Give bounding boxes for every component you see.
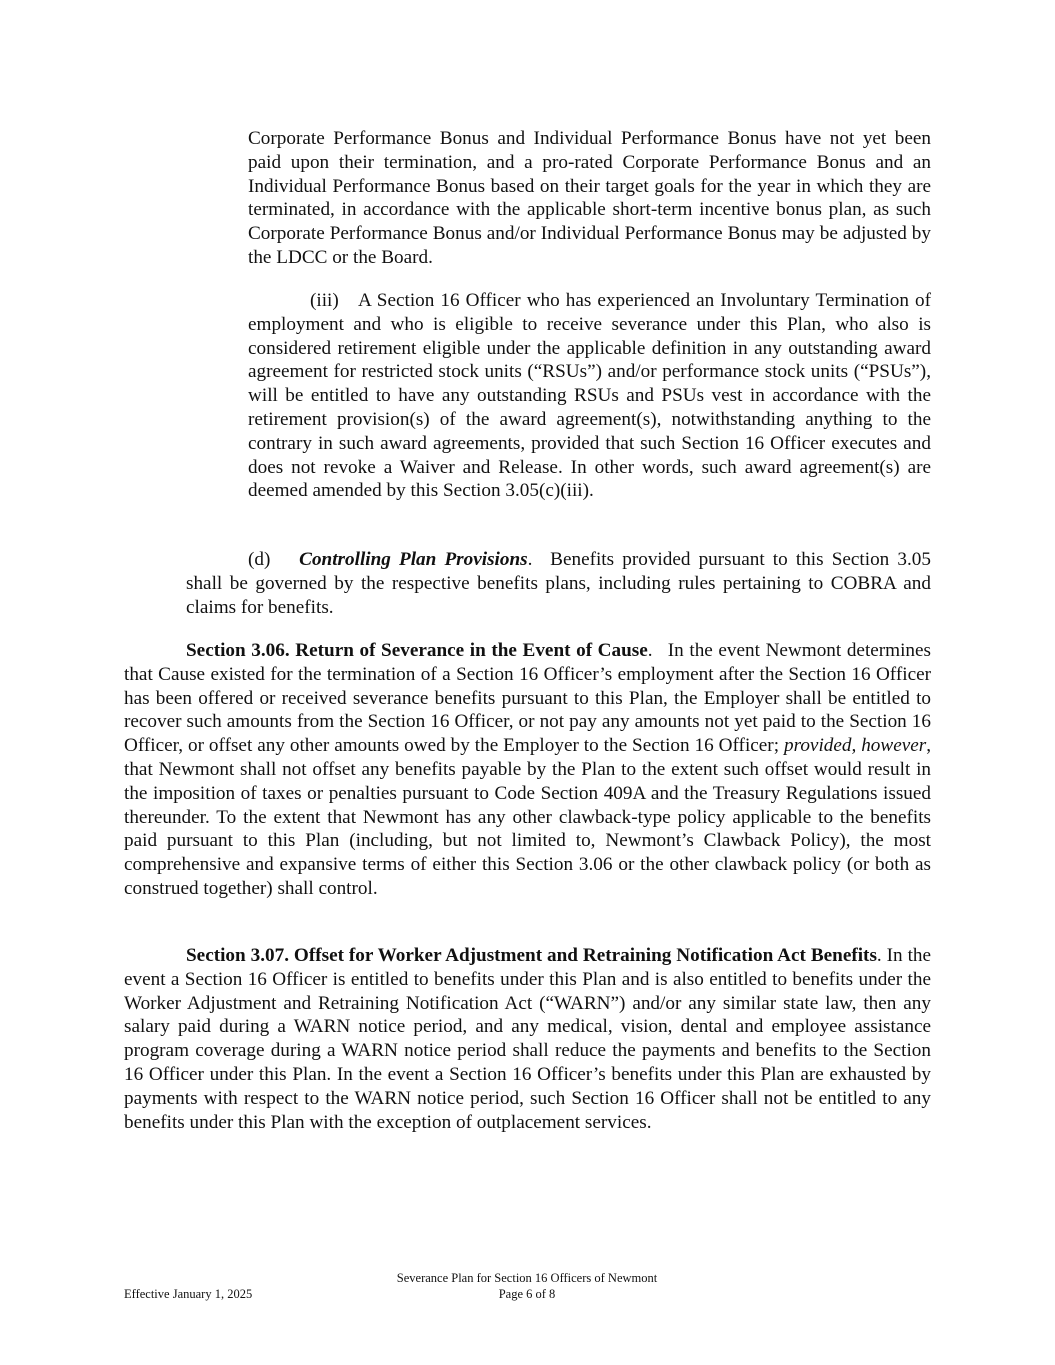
paragraph-body-continued: , that Newmont shall not offset any benefits payable by the Plan to the extent such offset would result in the imposition of taxes or penalties pursuant to Code Section 409A and the Treasury Regulations issued thereunder. To the extent that Newmont has any other clawback-type policy applicable to the benefits paid pursuant to this Plan (including, but not limited to, Newmont’s Clawback Policy), the most comprehensive and expansive terms of either this Section 3.06 or the other clawback policy (or both as construed together) shall control. (124, 735, 932, 899)
section-heading: Section 3.07. Offset for Worker Adjustment and Retraining Notification Act Benefits (186, 945, 877, 966)
footer-plan-title: Severance Plan for Section 16 Officers of Newmont (396, 1271, 658, 1285)
paragraph-section-3-06 (124, 639, 931, 901)
paragraph-iii-retirement-vesting: (iii) A Section 16 Officer who has experienced an Involuntary Termination of employment and who is eligible to receive severance under this Plan, who also is considered retirement eligible under the applicable definition in any outstanding award agreement for restricted stock units (“RSUs”) and/or performance stock units (“PSUs”), will be entitled to have any outstanding RSUs and PSUs vest in accordance with the retirement provision(s) of the award agreement(s), notwithstanding anything to the contrary in such award agreements, provided that such Section 16 Officer executes and does not revoke a Waiver and Release. In other words, such award agreement(s) are deemed amended by this Section 3.05(c)(iii). (248, 290, 931, 502)
heading-period: . (876, 945, 882, 966)
footer-effective-date: Effective January 1, 2025 (124, 1287, 253, 1301)
paragraph-section-3-07 (124, 944, 931, 1134)
item-label: (d) (248, 549, 271, 570)
section-heading: Controlling Plan Provisions (299, 549, 528, 570)
paragraph-bonus-continuation: Corporate Performance Bonus and Individual Performance Bonus have not yet been paid upon their termination, and a pro-rated Corporate Performance Bonus and an Individual Performance Bonus based on their target goals for the year in which they are terminated, in accordance with the applicable short-term incentive bonus plan, as such Corporate Performance Bonus and/or Individual Performance Bonus may be adjusted by the LDCC or the Board. (248, 128, 931, 268)
italic-phrase: provided, however (783, 735, 927, 757)
section-heading: Section 3.06. Return of Severance in the Event of Cause (186, 640, 648, 661)
footer-page-number: Page 6 of 8 (498, 1287, 556, 1301)
paragraph-body: In the event a Section 16 Officer is entitled to benefits under this Plan and is also entitled to benefits under the Worker Adjustment and Retraining Notification Act (“WARN”) and/or any similar state law, then any salary paid during a WARN notice period, and any medical, vision, dental and employee assistance program coverage during a WARN notice period shall reduce the payments and benefits to the Section 16 Officer under this Plan. In the event a Section 16 Officer’s benefits under this Plan are exhausted by payments with respect to the WARN notice period, such Section 16 Officer shall not be entitled to any benefits under this Plan with the exception of outplacement services. (124, 945, 932, 1133)
paragraph-d-controlling-plan-provisions (186, 548, 931, 619)
heading-period: . (647, 640, 653, 661)
paragraph-body: Benefits provided pursuant to this Section 3.05 shall be governed by the respective benefits plans, including rules pertaining to COBRA and claims for benefits. (186, 549, 931, 618)
paragraph-body: In the event Newmont determines that Cause existed for the termination of a Section 16 Officer’s employment after the Section 16 Officer has been offered or received severance benefits pursuant to this Plan, the Employer shall be entitled to recover such amounts from the Section 16 Officer, or not pay any amounts not yet paid to the Section 16 Officer, or offset any other amounts owed by the Employer to the Section 16 Officer; (124, 640, 932, 757)
heading-period: . (527, 549, 533, 570)
